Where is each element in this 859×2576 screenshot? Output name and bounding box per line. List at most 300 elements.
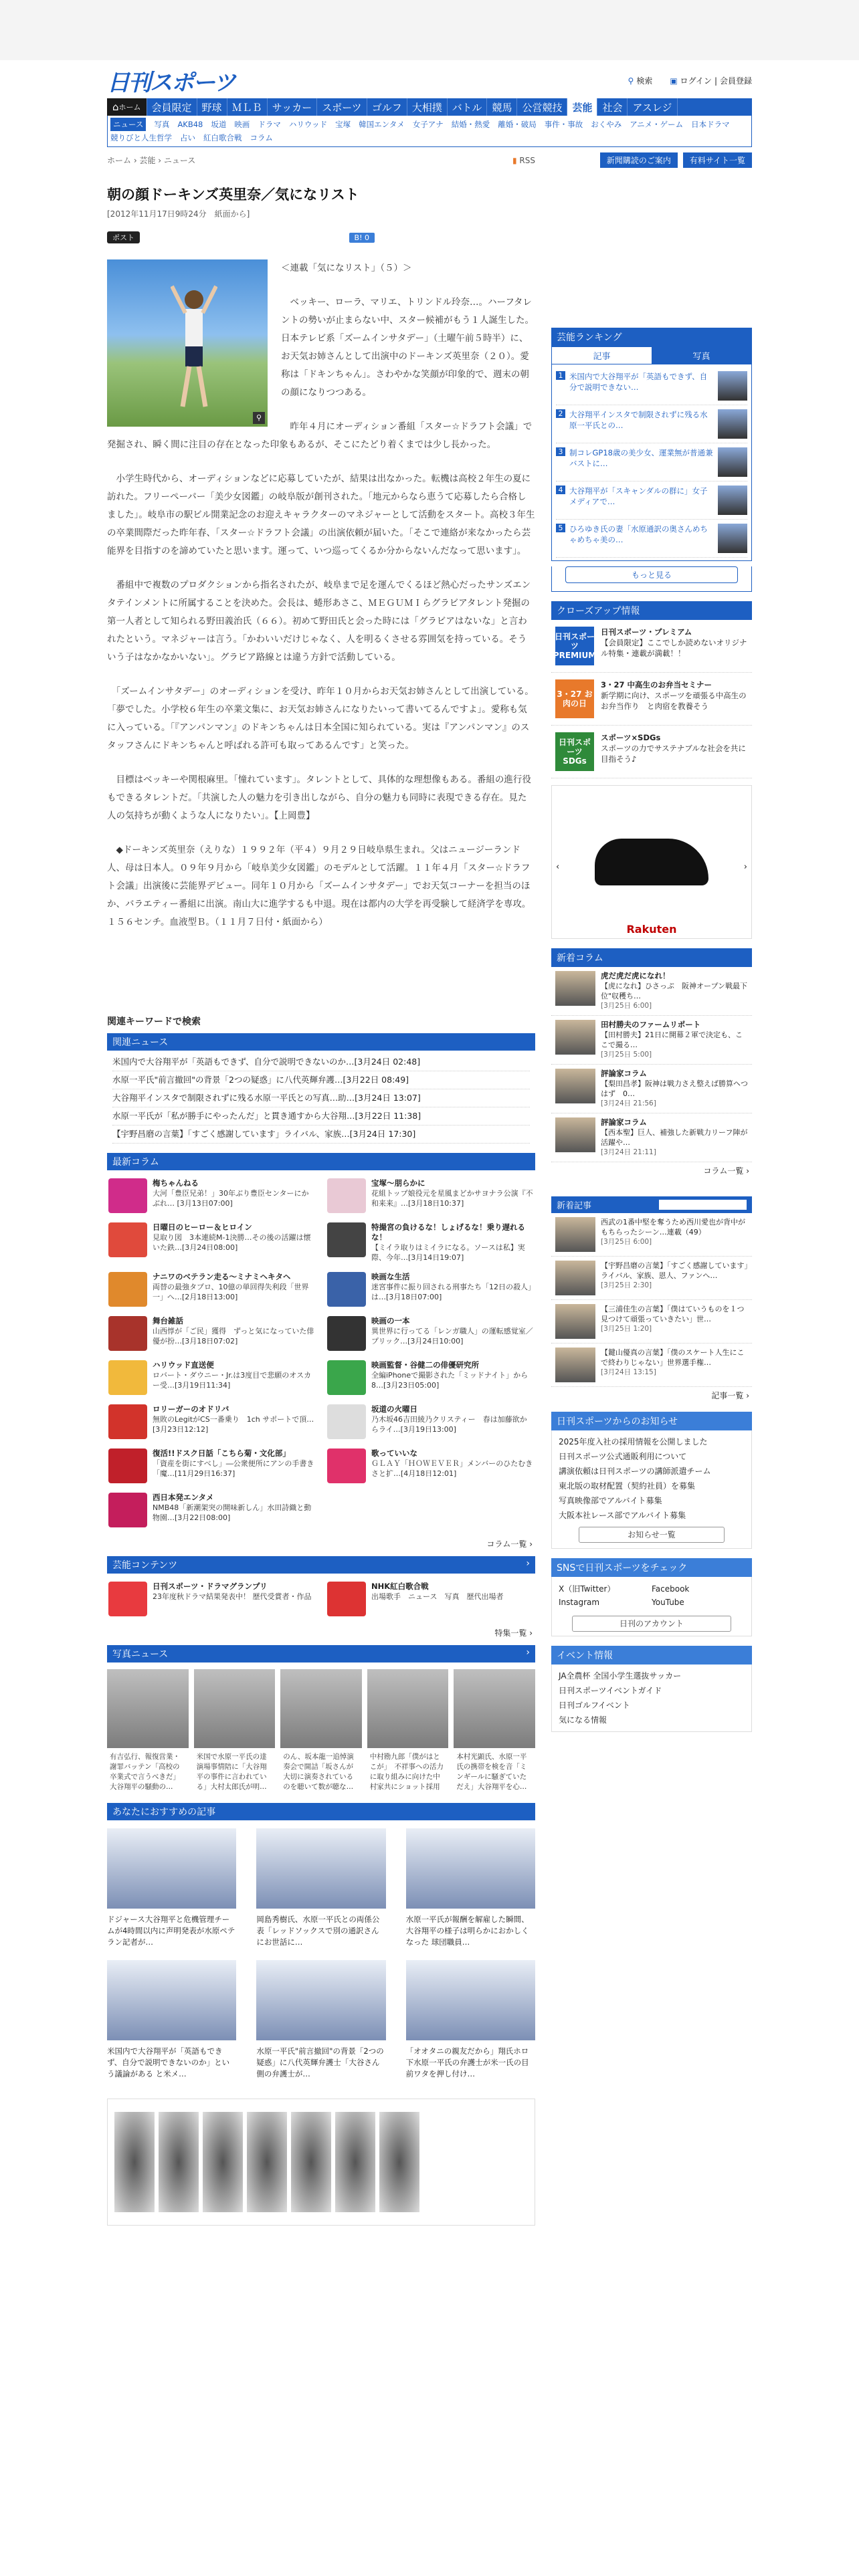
column-desc: 乃木坂46吉田綾乃クリスティー 春は加藤欲からライ…[3月19日13:00]: [371, 1415, 527, 1434]
recommend-caption: 水原一平氏が報酬を解雇した瞬間、大谷翔平の様子は明らかにおかしくなった 球団職員…: [405, 1915, 529, 1947]
info-item[interactable]: 日刊スポーツ公式通販利用について: [559, 1452, 687, 1461]
column-thumbnail: [108, 1178, 147, 1213]
column-item[interactable]: [108, 1316, 315, 1351]
subnav-item[interactable]: 写真: [154, 120, 170, 129]
new-column-time: [3月25日 6:00]: [601, 1002, 652, 1010]
recommend-item[interactable]: [406, 1960, 535, 2080]
nav-item[interactable]: アスレジ: [628, 98, 677, 116]
new-article-text: [601, 1304, 748, 1339]
ranking-thumbnail: [718, 486, 747, 515]
column-title: ナニワのベテラン走る～ミナミヘキタヘ: [153, 1272, 291, 1281]
photo-news-image: [194, 1669, 276, 1748]
column-thumbnail: [108, 1316, 147, 1351]
column-thumbnail: [327, 1272, 366, 1307]
photo-news-image: [107, 1669, 189, 1748]
event-item[interactable]: 日刊スポーツイベントガイド: [559, 1686, 662, 1695]
column-title: 宝塚～朋らかに: [371, 1178, 425, 1188]
shoe-image: [595, 839, 708, 885]
ranking-header: 芸能ランキング: [551, 328, 752, 346]
recommend-caption: 水原一平氏"前言撤回"の背景「2つの疑惑」に八代英輝弁護士「大谷さん側の弁護士が…: [256, 2046, 384, 2078]
new-article-title: 【宇野昌磨の言葉】「すごく感謝しています」ライバル、家族、恩人、ファンへ…: [601, 1261, 748, 1280]
ranking-title: 米国内で大谷翔平が「英語もできず、自分で説明できない…: [569, 372, 708, 392]
column-item[interactable]: [327, 1178, 534, 1213]
recommend-item[interactable]: [107, 1960, 236, 2080]
column-item[interactable]: [327, 1404, 534, 1439]
ranking-title: 大谷翔平インスタで制限されずに残る水原一平氏との…: [569, 410, 708, 430]
ranking-tabs: [551, 346, 752, 364]
photo-news-tile[interactable]: [454, 1669, 535, 1796]
promo-item[interactable]: [551, 620, 752, 673]
related-news-item[interactable]: 米国内で大谷翔平が「英語もできず、自分で説明できないのか…[3月24日 02:48]: [112, 1053, 530, 1071]
column-title: 舞台雑話: [153, 1316, 183, 1325]
column-item[interactable]: [108, 1404, 315, 1439]
new-column-text: [601, 1069, 748, 1109]
x-post-button[interactable]: ポスト: [107, 231, 140, 243]
person-figure: [171, 280, 217, 413]
photo-news-caption: 米国で水原一平氏の達演場事情陪に「大谷翔平の事件に言われている」大村太郎氏が明…: [196, 1753, 267, 1791]
premium-item[interactable]: [108, 1582, 315, 1616]
recommend-item[interactable]: [256, 1828, 385, 1948]
new-columns-more[interactable]: コラム一覧 ›: [703, 1166, 749, 1176]
subnav-item[interactable]: ハリウッド: [288, 120, 328, 129]
chevron-right-icon: ›: [526, 1647, 530, 1658]
photo-news-tile[interactable]: [107, 1669, 189, 1796]
nav-item-active[interactable]: 芸能: [567, 98, 597, 116]
column-title: 映画監督・谷健二の俳優研究所: [371, 1360, 479, 1370]
info-item[interactable]: 2025年度入社の採用情報を公開しました: [559, 1437, 708, 1446]
column-title: 日曜日のヒーロー＆ヒロイン: [153, 1222, 252, 1232]
column-title: 映画の一本: [371, 1316, 410, 1325]
subnav-item[interactable]: ドラマ: [258, 120, 281, 129]
column-thumbnail: [108, 1404, 147, 1439]
column-item[interactable]: [108, 1448, 315, 1483]
golf-ad[interactable]: [107, 2099, 535, 2226]
promo-desc: 新学期に向け、スポーツを頑張る中高生のお弁当作り と肉宿を教養そう: [601, 691, 747, 711]
recommend-grid: [107, 1820, 535, 2088]
subnav-item[interactable]: 日本ドラマ: [691, 120, 730, 129]
nav-item[interactable]: 野球: [197, 98, 227, 116]
ranking-more-button[interactable]: もっと見る: [565, 566, 738, 583]
new-column-title: 評論家コラム: [601, 1069, 647, 1078]
nav-item[interactable]: 社会: [597, 98, 628, 116]
photo-news-image: [454, 1669, 535, 1748]
event-item[interactable]: JA全農杯 全国小学生選抜サッカー: [559, 1671, 682, 1681]
info-item[interactable]: 東北版の取材配置（契約社員）を募集: [559, 1481, 696, 1491]
breadcrumb: ホーム › 芸能 › ニュース: [107, 156, 196, 165]
chevron-right-icon[interactable]: ›: [743, 862, 747, 872]
new-article-title: 【鍵山優真の言葉】「僕のスケート人生にこで終わりじゃない」世界選手権…: [601, 1348, 745, 1367]
article-photo[interactable]: [107, 259, 268, 427]
column-thumbnail: [108, 1493, 147, 1527]
ranking-item[interactable]: [556, 481, 747, 520]
sns-accounts-button[interactable]: 日刊のアカウント: [572, 1616, 731, 1632]
site-logo[interactable]: 日刊スポーツ: [107, 70, 235, 96]
column-item[interactable]: [108, 1272, 315, 1307]
keyword-heading: 関連キーワードで検索: [107, 1016, 201, 1027]
info-item[interactable]: 写真映像部でアルバイト募集: [559, 1496, 662, 1505]
subnav-item[interactable]: 坂道: [211, 120, 227, 129]
ranking-thumbnail: [718, 409, 747, 439]
photo-news-caption: のん、坂本龍一追悼演奏会で開詰「坂さんが大切に演奏されているのを聴いて数が聴な…: [283, 1753, 354, 1791]
nav-item[interactable]: 会員限定: [147, 98, 197, 116]
new-article-item[interactable]: [551, 1344, 752, 1387]
article-paragraph: ◆ドーキンズ英里奈（えりな）１９９２年（平４）９月２９日岐阜県生まれ。父はニュージーランド人、母は日本人。０９年９月から「岐阜美少女図鑑」のモデルとして活躍。１１年４月「スター☆ドラフト会議」出演後に芸能界デビュー。同年１０月から「ズームインサタデー」でお天気コーナーを担当のほか、バラエティー番組に出演。南山大に進学するも中退。現在は都内の大学を再受験して経済学を専攻。１５６センチ。血液型Ｂ。（１１月７日付・紙面から）: [107, 845, 531, 928]
related-news-item[interactable]: 水原一平氏が「私が勝手にやったんだ」と貫き通すから大谷翔…[3月22日 11:38]: [112, 1107, 530, 1125]
new-column-thumbnail: [555, 1069, 595, 1103]
paid-sites-button[interactable]: 有料サイト一覧: [683, 152, 752, 168]
column-desc: ＧＬＡＹ「ＨＯＷＥＶＥＲ」メンバーのひたむきさと扩…[4月18日12:01]: [371, 1459, 533, 1478]
ranking-title: ひろゆき氏の妻「水原通訳の奥さんめちゃめちゃ美の…: [569, 524, 708, 544]
nav-item[interactable]: バトル: [448, 98, 488, 116]
new-column-item[interactable]: [551, 1113, 752, 1162]
zoom-icon[interactable]: ⚲: [253, 412, 265, 424]
photo-news-tiles: [107, 1662, 535, 1796]
photo-news-header: 写真ニュース ›: [107, 1645, 535, 1662]
new-article-title: 西武の1番中堅を奪うため西川愛也が背中がもちらったシーン…連載（49）: [601, 1218, 745, 1237]
login-link[interactable]: ▣ ログイン: [670, 76, 712, 86]
sns-link[interactable]: Facebook: [652, 1584, 690, 1594]
subnav-item[interactable]: おくやみ: [591, 120, 622, 129]
subnav-item[interactable]: 占い: [180, 133, 195, 142]
photo-news-caption: 中村勘九郎「僕がはとこが」 不祥事への活力に取り組みに向けた中村家共にショット採用: [369, 1753, 444, 1791]
photo-news-caption: 有吉弘行、報復営業・謝罪バッテン「高校の卒業式で言うべきだ」大谷翔平の騒動の…: [110, 1753, 180, 1791]
column-thumbnail: [327, 1404, 366, 1439]
ranking-number: 4: [556, 486, 565, 494]
special-more-link[interactable]: 特集一覧 ›: [494, 1628, 533, 1638]
column-thumbnail: [108, 1448, 147, 1483]
column-desc: 花組トップ娘役元を星風まどかサヨナラ公演『不和来来』…[3月18日10:37]: [371, 1189, 533, 1208]
column-item[interactable]: [108, 1178, 315, 1213]
subnav-item[interactable]: アニメ・ゲーム: [630, 120, 684, 129]
column-title: 西日本発エンタメ: [153, 1493, 214, 1502]
subnav-item[interactable]: 紅白歌合戦: [203, 133, 242, 142]
ranking-item[interactable]: [556, 443, 747, 481]
column-thumbnail: [108, 1272, 147, 1307]
sns-links: [552, 1580, 751, 1612]
nav-item[interactable]: 競馬: [487, 98, 517, 116]
column-desc: ロバート・ダウニー・Jr.は3度目で悲願のオスカー受…[3月19日11:34]: [153, 1371, 312, 1390]
columns-more-link[interactable]: コラム一覧 ›: [486, 1539, 533, 1549]
new-article-text: [601, 1348, 748, 1382]
column-thumbnail: [327, 1448, 366, 1483]
subnav-item[interactable]: 韓国エンタメ: [359, 120, 405, 129]
global-nav: [107, 98, 752, 116]
subscribe-button[interactable]: 新聞購読のご案内: [600, 152, 678, 168]
subnav-item[interactable]: 宝塚: [335, 120, 351, 129]
photo-news-tile[interactable]: [367, 1669, 449, 1796]
related-news-item[interactable]: 水原一平氏"前言撤回"の背景「2つの疑惑」に八代英輝弁護…[3月22日 08:49]: [112, 1071, 530, 1089]
column-item[interactable]: [327, 1360, 534, 1395]
subnav-item[interactable]: 競りびと人生哲学: [110, 133, 172, 142]
new-article-thumbnail: [555, 1348, 595, 1382]
subnav-item[interactable]: 事件・事故: [544, 120, 583, 129]
column-title: 坂道の火曜日: [371, 1404, 417, 1414]
column-item[interactable]: [327, 1272, 534, 1307]
ranking-number: 3: [556, 447, 565, 456]
new-article-time: [3月25日 2:30]: [601, 1281, 652, 1289]
search-icon: ⚲: [628, 76, 634, 86]
new-article-thumbnail: [555, 1261, 595, 1295]
column-title: 映画な生活: [371, 1272, 410, 1281]
recommend-item[interactable]: [406, 1828, 535, 1948]
column-item[interactable]: [108, 1493, 315, 1527]
column-thumbnail: [327, 1360, 366, 1395]
recommend-image: [256, 1828, 385, 1909]
subnav-item[interactable]: コラム: [250, 133, 273, 142]
article-paragraph: 番組中で複数のプロダクションから指名されたが、岐阜まで足を運んでくるほど熱心だったサンズエンタテインメントに所属することを決めた。会長は、蜷形あさこ、ＭＥＧＵＭＩらグラビアタレント発掘の第一人者として知られる野田義治氏（６６）。初めて野田氏と会った時には「グラビアはないな」と言われたという。マネジャーは言う。「かわいいだけじゃなく、人を明るくさせる雰囲気を持っている。そういう子はなかなかいない」。グラビア路線とは違う方針で活動している。: [107, 580, 531, 663]
premium-desc: 23年度秋ドラマ結果発表中！ 歴代受賞者・作品: [153, 1592, 312, 1601]
rakuten-logo: Rakuten: [626, 923, 677, 936]
new-column-text: [601, 1020, 748, 1060]
ranking-number: 2: [556, 409, 565, 418]
premium-thumbnail: [108, 1582, 147, 1616]
promo-item[interactable]: [551, 726, 752, 778]
new-column-desc: 【田村勝夫】21日に開幕２軍で決定も、ここで撮る…: [601, 1031, 743, 1049]
sns-link[interactable]: X（旧Twitter）: [559, 1584, 615, 1594]
recommend-caption: ドジャース大谷翔平と危機管理チームが4時間以内に声明発表が水原ペテラン記者が…: [107, 1915, 235, 1947]
new-articles-list: [551, 1213, 752, 1387]
subnav-item[interactable]: 映画: [234, 120, 250, 129]
sns-header: SNSで日刊スポーツをチェック: [551, 1558, 752, 1577]
article-paragraph: 「ズームインサタデー」のオーディションを受け、昨年１０月からお天気お姉さんとして出演している。「夢でした。小学校６年生の卒業文集に、お天気お姉さんになりたいって書いてるんですよ」。愛称も気に入っている。「『アンパンマン』のドキンちゃんは日本全国に知られている。実は『アンパンマン』のスタッフさんにドキンちゃんと呼ばれる許可も取ってあるんです」と笑った。: [107, 686, 534, 751]
subnav-item[interactable]: 離婚・破局: [498, 120, 537, 129]
columns-grid: [107, 1170, 535, 1535]
related-news-item[interactable]: 【宇野昌磨の言葉】「すごく感謝しています」ライバル、家族…[3月24日 17:30]: [112, 1125, 530, 1144]
ranking-thumbnail: [718, 447, 747, 477]
nav-item[interactable]: ゴルフ: [367, 98, 407, 116]
main-column: [107, 184, 535, 2226]
ranking-item[interactable]: [556, 520, 747, 558]
top-ad-bar: [0, 0, 859, 60]
column-thumbnail: [327, 1178, 366, 1213]
promo-item[interactable]: [551, 673, 752, 726]
premium-grid: [107, 1574, 535, 1624]
column-item[interactable]: [108, 1360, 315, 1395]
column-desc: 山西惇が「ご民」獲得 ずっと気になっていた俳優が扮…[3月18日07:02]: [153, 1327, 314, 1346]
login-icon: ▣: [670, 76, 678, 86]
column-desc: 大河「豊臣兄弟！」30年ぶり豊臣センターにかぶれ… [3月13日07:00]: [153, 1189, 309, 1208]
premium-title: NHK紅白歌合戦: [371, 1582, 429, 1591]
new-column-item[interactable]: [551, 967, 752, 1016]
column-desc: 【ミイラ取りはミイラになる。ソースは私】実際、今年…[3月14日19:07]: [371, 1243, 525, 1262]
sns-link[interactable]: Instagram: [559, 1598, 600, 1607]
column-title: 特撮宮の負けるな！しょげるな！乗り遅れるな！: [371, 1222, 525, 1242]
site-header: 日刊スポーツ ⚲ 検索 ▣ ログイン | 会員登録: [107, 60, 752, 97]
new-articles-more[interactable]: 記事一覧 ›: [711, 1391, 749, 1400]
subnav-item[interactable]: ニュース: [110, 118, 146, 131]
promo-text: [601, 732, 748, 771]
related-news-item[interactable]: 大谷翔平インスタで制限されずに残る水原一平氏との写真…助…[3月24日 13:07]: [112, 1089, 530, 1107]
info-item[interactable]: 大阪本社レース部でアルバイト募集: [559, 1511, 686, 1520]
chevron-left-icon[interactable]: ‹: [556, 862, 560, 872]
new-article-item[interactable]: [551, 1300, 752, 1344]
new-column-time: [3月24日 21:11]: [601, 1148, 656, 1156]
column-title: ロリーガーのオドリバ: [153, 1404, 229, 1414]
premium-thumbnail: [327, 1582, 366, 1616]
new-article-time: [3月24日 13:15]: [601, 1368, 656, 1376]
new-column-item[interactable]: [551, 1016, 752, 1065]
nav-item[interactable]: サッカー: [268, 98, 318, 116]
recommend-image: [406, 1828, 535, 1909]
nav-home[interactable]: ⌂ ホーム: [107, 98, 147, 116]
related-news-list: [107, 1051, 535, 1146]
photo-news-tile[interactable]: [280, 1669, 362, 1796]
premium-desc: 出場歌手 ニュース 写真 歴代出場者: [371, 1592, 504, 1601]
column-item[interactable]: [327, 1222, 534, 1263]
recommend-image: [406, 1960, 535, 2040]
nav-item[interactable]: 公営競技: [517, 98, 567, 116]
recommend-item[interactable]: [256, 1960, 385, 2080]
promo-title: 3・27 中高生のお弁当セミナー: [601, 680, 712, 689]
promo-image: 日刊スポーツ PREMIUM: [555, 627, 594, 665]
ranking-list: [551, 364, 752, 561]
column-thumbnail: [108, 1360, 147, 1395]
event-item[interactable]: 気になる情報: [559, 1715, 607, 1725]
new-column-text: [601, 1117, 748, 1158]
new-article-item[interactable]: [551, 1257, 752, 1300]
new-column-desc: 【虎になれ】ひさっぷ 阪神オープン戦最下位"収穫ち…: [601, 982, 748, 1000]
column-desc: 全編iPhoneで撮影された「ミッドナイト」から8…[3月23日05:00]: [371, 1371, 529, 1390]
promo-title: 日刊スポーツ・プレミアム: [601, 627, 692, 637]
column-desc: 無敗のLegitがCS一番乗り 1ch サポートで頂…[3月23日12:12]: [153, 1415, 314, 1434]
article-title: 朝の顔ドーキンズ英里奈／気になリスト: [107, 187, 359, 203]
subnav-item[interactable]: AKB48: [177, 120, 203, 129]
info-list: [551, 1430, 752, 1549]
ranking-title: 制コレGP18歳の美少女、運業無が普通兼バストに…: [569, 448, 713, 468]
new-article-title: 【三浦佳生の言葉】「僕はていうものを１つ見つけて頑張っていきたい」世…: [601, 1305, 745, 1323]
sub-nav: [107, 116, 752, 147]
recommend-caption: 岡島秀樹氏、水原一平氏との両係公表「レッドソックスで別の通訳さんにお世話に…: [256, 1915, 380, 1947]
info-more-button[interactable]: お知らせ一覧: [579, 1527, 725, 1543]
article-paragraph: 昨年４月にオーディション番組「スター☆ドラフト会議」で発掘され、瞬く間に注目の存在となった印象もあるが、そこにたどり着くまでは少し長かった。: [107, 421, 533, 450]
nikkan-logo: NIKKAN SPORTS: [659, 1200, 747, 1210]
column-item[interactable]: [327, 1448, 534, 1483]
new-column-thumbnail: [555, 971, 595, 1006]
ranking-item[interactable]: [556, 367, 747, 405]
new-column-thumbnail: [555, 1020, 595, 1055]
promo-title: スポーツ×SDGs: [601, 733, 661, 742]
ranking-title: 大谷翔平が「スキャンダルの群に」女子メディアで…: [569, 486, 708, 506]
event-header: イベント情報: [551, 1646, 752, 1665]
new-article-item[interactable]: [551, 1213, 752, 1257]
sns-link[interactable]: YouTube: [652, 1598, 684, 1607]
new-column-desc: 【梨田昌孝】阪神は戦力さえ整えば勝算ヘつはず 0…: [601, 1079, 748, 1098]
columns-header: 最新コラム: [107, 1153, 535, 1170]
new-article-time: [3月25日 1:20]: [601, 1325, 652, 1333]
promo-image: 3・27 お肉の日: [555, 679, 594, 718]
new-article-thumbnail: [555, 1217, 595, 1252]
new-articles-header: 新着記事 NIKKAN SPORTS: [551, 1196, 752, 1213]
article-body: [107, 259, 535, 948]
column-thumbnail: [327, 1222, 366, 1257]
article-paragraph: ＜連載「気になリスト」（５）＞: [281, 263, 412, 274]
new-column-time: [3月25日 5:00]: [601, 1051, 652, 1059]
new-column-time: [3月24日 21:56]: [601, 1099, 656, 1107]
column-item[interactable]: [108, 1222, 315, 1263]
article-paragraph: 目標はベッキーや関根麻里。「憧れています」。タレントとして、具体的な理想像もある。番組の進行役もできるタレントだ。「共演した人の魅力を引き出しながら、自分の魅力も同時に表現できる存在。見た人の気持ちが動くような人になりたい」。【上岡豊】: [107, 774, 531, 821]
column-desc: NMB48「新潮架突の開味新しん」水田詩織と動物園…[3月22日08:00]: [153, 1503, 312, 1522]
ranking-number: 5: [556, 524, 565, 532]
ranking-thumbnail: [718, 371, 747, 401]
recommend-header: あなたにおすすめの記事: [107, 1803, 535, 1820]
photo-news-caption: 本村光顕氏、水原一平氏の携帯を検を音「ミンギールに騒ぎていただえ」大谷翔平を心…: [456, 1753, 527, 1791]
new-column-text: [601, 971, 748, 1011]
column-desc: 「資産を街にすべし」―公衆便所にアンの手書き「魔…[11月29日16:37]: [153, 1459, 314, 1478]
premium-header: 芸能コンテンツ ›: [107, 1556, 535, 1574]
subnav-item[interactable]: 結婚・熱愛: [451, 120, 490, 129]
new-column-item[interactable]: [551, 1065, 752, 1113]
chevron-right-icon: ›: [526, 1558, 530, 1569]
info-header: 日刊スポーツからのお知らせ: [551, 1412, 752, 1430]
event-item[interactable]: 日刊ゴルフイベント: [559, 1701, 630, 1710]
column-title: 復活!!ドスク日話「こちら菊・文化部」: [153, 1448, 290, 1458]
new-columns-list: [551, 967, 752, 1162]
new-article-text: [601, 1217, 748, 1252]
tab-articles[interactable]: 記事: [552, 347, 652, 364]
column-desc: 異世界に行ってる「レンガ職人」の運転感覚室／プリック…[3月24日10:00]: [371, 1327, 533, 1346]
ranking-thumbnail: [718, 524, 747, 553]
column-title: ハリウッド直送便: [153, 1360, 214, 1370]
subnav-item[interactable]: 女子アナ: [412, 120, 444, 129]
premium-title: 日刊スポーツ・ドラマグランプリ: [153, 1582, 268, 1591]
ranking-number: 1: [556, 371, 565, 380]
ranking-item[interactable]: [556, 405, 747, 443]
register-link[interactable]: 会員登録: [719, 76, 752, 86]
promo-text: [601, 627, 748, 665]
article-date: [2012年11月17日9時24分 紙面から]: [107, 209, 250, 219]
photo-news-image: [367, 1669, 449, 1748]
new-column-title: 虎だ虎だ虎になれ！: [601, 971, 670, 980]
closeup-header: クローズアップ情報: [551, 601, 752, 620]
recommend-caption: 米国内で大谷翔平が「英語もできず、自分で説明できないのか」という議論がある と米メ…: [107, 2046, 230, 2078]
tab-photos[interactable]: 写真: [652, 347, 751, 364]
recommend-caption: 「オオタニの親友だから」翔氏ホロ下水原一平氏の弁護士が米一氏の目前ワタを押し付け…: [405, 2046, 529, 2078]
search-link[interactable]: ⚲ 検索: [628, 76, 653, 86]
info-item[interactable]: 講演依頼は日刊スポーツの講師派遣チーム: [559, 1467, 711, 1476]
article-paragraph: ベッキー、ローラ、マリエ、トリンドル玲奈…。ハーフタレントの勢いが止まらない中、スター候補がもう１人誕生した。日本テレビ系「ズームインサタデー」（土曜午前５時半）に、お天気お姉さんとして出演中のドーキンズ英里奈（２０）。愛称は「ドキンちゃん」。さわやかな笑顔が印象的で、週末の朝の顔になりつつある。: [281, 297, 534, 398]
recommend-item[interactable]: [107, 1828, 236, 1948]
rakuten-ad[interactable]: [551, 785, 752, 939]
nav-item[interactable]: 大相撲: [407, 98, 448, 116]
side-column: [551, 328, 752, 2226]
promo-image: 日刊スポーツ SDGs: [555, 732, 594, 771]
new-column-title: 田村勝夫のファームリポート: [601, 1020, 701, 1029]
recommend-image: [107, 1960, 236, 2040]
new-column-desc: 【西本聖】巨人、補強した新戦力リーフ陣が活躍や…: [601, 1128, 748, 1147]
nav-item[interactable]: スポーツ: [317, 98, 367, 116]
column-title: 梅ちゃんねる: [153, 1178, 199, 1188]
column-thumbnail: [108, 1222, 147, 1257]
column-item[interactable]: [327, 1316, 534, 1351]
column-desc: 迷宮事件に振り回される刑事たち「12日の殺人」は…[3月18日07:00]: [371, 1283, 532, 1301]
home-icon: ⌂: [112, 101, 119, 113]
new-article-time: [3月25日 6:00]: [601, 1238, 652, 1246]
hatena-bookmark-button[interactable]: B! 0: [349, 233, 375, 243]
new-column-thumbnail: [555, 1117, 595, 1152]
rss-link[interactable]: ▮ RSS: [512, 155, 535, 165]
new-columns-header: 新着コラム: [551, 948, 752, 967]
premium-item[interactable]: [327, 1582, 534, 1616]
rss-icon: ▮: [512, 155, 517, 165]
photo-news-tile[interactable]: [194, 1669, 276, 1796]
related-news-header: 関連ニュース: [107, 1033, 535, 1051]
photo-news-image: [280, 1669, 362, 1748]
nav-item[interactable]: ＭＬＢ: [227, 98, 268, 116]
promo-desc: スポーツの力でサステナブルな社会を共に目指そう♪: [601, 744, 746, 764]
column-desc: 見取り図 3本連続M-1決勝…その後の活躍は懐いた鉄…[3月24日08:00]: [153, 1233, 311, 1252]
article-paragraph: 小学生時代から、オーディションなどに応募していたが、結果は出なかった。転機は高校２年生の夏に訪れた。フリーペーパー「美少女図鑑」の岐阜版が創刊された。「地元からなら恵うて応募したら合格しました」。岐阜市の駅ビル開業記念のお迎えキャラクターのマネジャーとして活動をスタート。高校３年生の卒業間際だった昨年春、「スター☆ドラフト会議」の出演依頼が届いた。「そこで連絡が来なかったら芸能界を目指すのを諦めていたと思います。運って、いつ巡ってくるか分からないんだなって思います」。: [107, 473, 535, 556]
recommend-image: [256, 1960, 385, 2040]
